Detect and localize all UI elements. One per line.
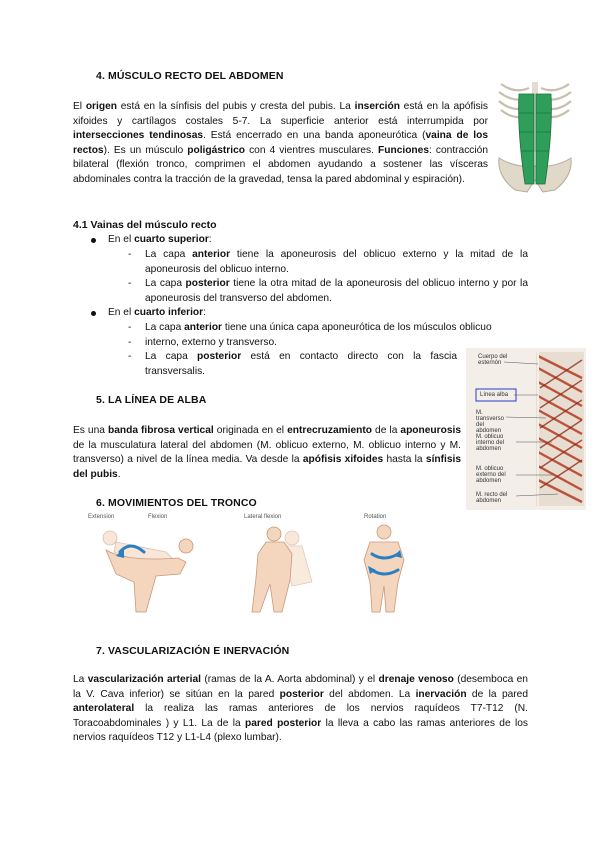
dash-text: La capa posterior tiene la otra mitad de la aponeurosis del oblicuo interno y por la aponeurosis del transverso del abdomen.: [145, 278, 528, 304]
label-rotation: Rotation: [364, 514, 387, 520]
section-4-1-heading: 4.1 Vainas del músculo recto: [73, 219, 217, 231]
bullet-text: En el cuarto inferior:: [108, 307, 206, 318]
section-4-paragraph: El origen está en la sínfisis del pubis y cresta del pubis. La inserción está en la apófisis xifoides y cartílagos costales 5-7. La superficie anterior está interrumpida por intersecciones tendinosas. Está encerrado en una banda aponeurótica (vaina de los rectos). Es un músculo poligástrico con 4 vientres musculares. Funciones: contracción bilateral (flexión tronco, comprimen el abdomen ayudando a sostener las vísceras abdominales contra la tracción de la gravedad, tensa la pared abdominal y espiración).: [73, 101, 489, 185]
section-5-heading: 5. LA LÍNEA DE ALBA: [96, 394, 207, 406]
label-oblicuo-interno: M. oblicuo interno del abdomen: [476, 434, 505, 452]
section-4-heading: 4. MÚSCULO RECTO DEL ABDOMEN: [96, 70, 284, 82]
label-transverso: M. transverso del abdomen: [476, 410, 505, 434]
dash-text: interno, externo y transverso.: [145, 337, 277, 348]
bullet-cuarto-inferior: [108, 306, 508, 321]
bullet-dot: [91, 238, 96, 243]
dash-text: La capa anterior tiene una única capa aponeurótica de los músculos oblicuo: [145, 322, 492, 333]
label-lateral-flexion: Lateral flexion: [244, 514, 282, 520]
trunk-movements-figure: [86, 512, 426, 622]
rectus-abdominis-figure: [495, 80, 575, 195]
label-extension: Extension: [88, 514, 115, 520]
inf-item-1: - La capa anterior tiene una única capa aponeurótica de los músculos oblicuo: [128, 322, 492, 333]
label-cuerpo-esternon: Cuerpo del esternón: [478, 354, 508, 366]
bullet-text: En el cuarto superior:: [108, 234, 212, 245]
inf-item-2: - interno, externo y transverso.: [128, 337, 277, 348]
section-6-heading: 6. MOVIMIENTOS DEL TRONCO: [96, 497, 257, 509]
label-linea-alba: Línea alba: [480, 392, 509, 398]
sup-item-2: - La capa posterior tiene la otra mitad de la aponeurosis del oblicuo interno y por la aponeurosis del transverso del abdomen.: [128, 278, 528, 304]
label-recto: M. recto del abdomen: [476, 492, 508, 504]
abdominal-wall-figure: [466, 348, 586, 510]
inf-item-3: - La capa posterior está en contacto directo con la fascia transversalis.: [128, 351, 457, 377]
dash-text: La capa anterior tiene la aponeurosis del oblicuo externo y la mitad de la aponeurosis del oblicuo interno.: [145, 249, 528, 275]
bullet-dot: [91, 311, 96, 316]
sup-item-1: - La capa anterior tiene la aponeurosis del oblicuo externo y la mitad de la aponeurosis del oblicuo interno.: [128, 249, 528, 275]
section-5-paragraph: Es una banda fibrosa vertical originada en el entrecruzamiento de la aponeurosis de la musculatura lateral del abdomen (M. oblicuo externo, M. oblicuo interno y M. transverso) a nivel de la línea media. Va desde la apófisis xifoides hasta la sínfisis del pubis.: [73, 425, 462, 480]
label-flexion: Flexion: [148, 514, 168, 520]
bullet-cuarto-superior: [108, 233, 508, 248]
section-7-heading: 7. VASCULARIZACIÓN E INERVACIÓN: [96, 645, 290, 657]
section-7-paragraph: La vascularización arterial (ramas de la A. Aorta abdominal) y el drenaje venoso (desemboca en la V. Cava inferior) se sitúan en la pared posterior del abdomen. La inervación de la pared anterolateral la realiza las ramas anteriores de los nervios raquídeos T7-T12 (N. Toracoabdominales ) y L1. La de la pared posterior la lleva a cabo las ramas anteriores de los nervios raquídeos T12 y L1-L4 (plexo lumbar).: [73, 674, 529, 744]
dash-text: La capa posterior está en contacto directo con la fascia transversalis.: [145, 351, 457, 377]
label-oblicuo-externo: M. oblicuo externo del abdomen: [476, 466, 506, 484]
